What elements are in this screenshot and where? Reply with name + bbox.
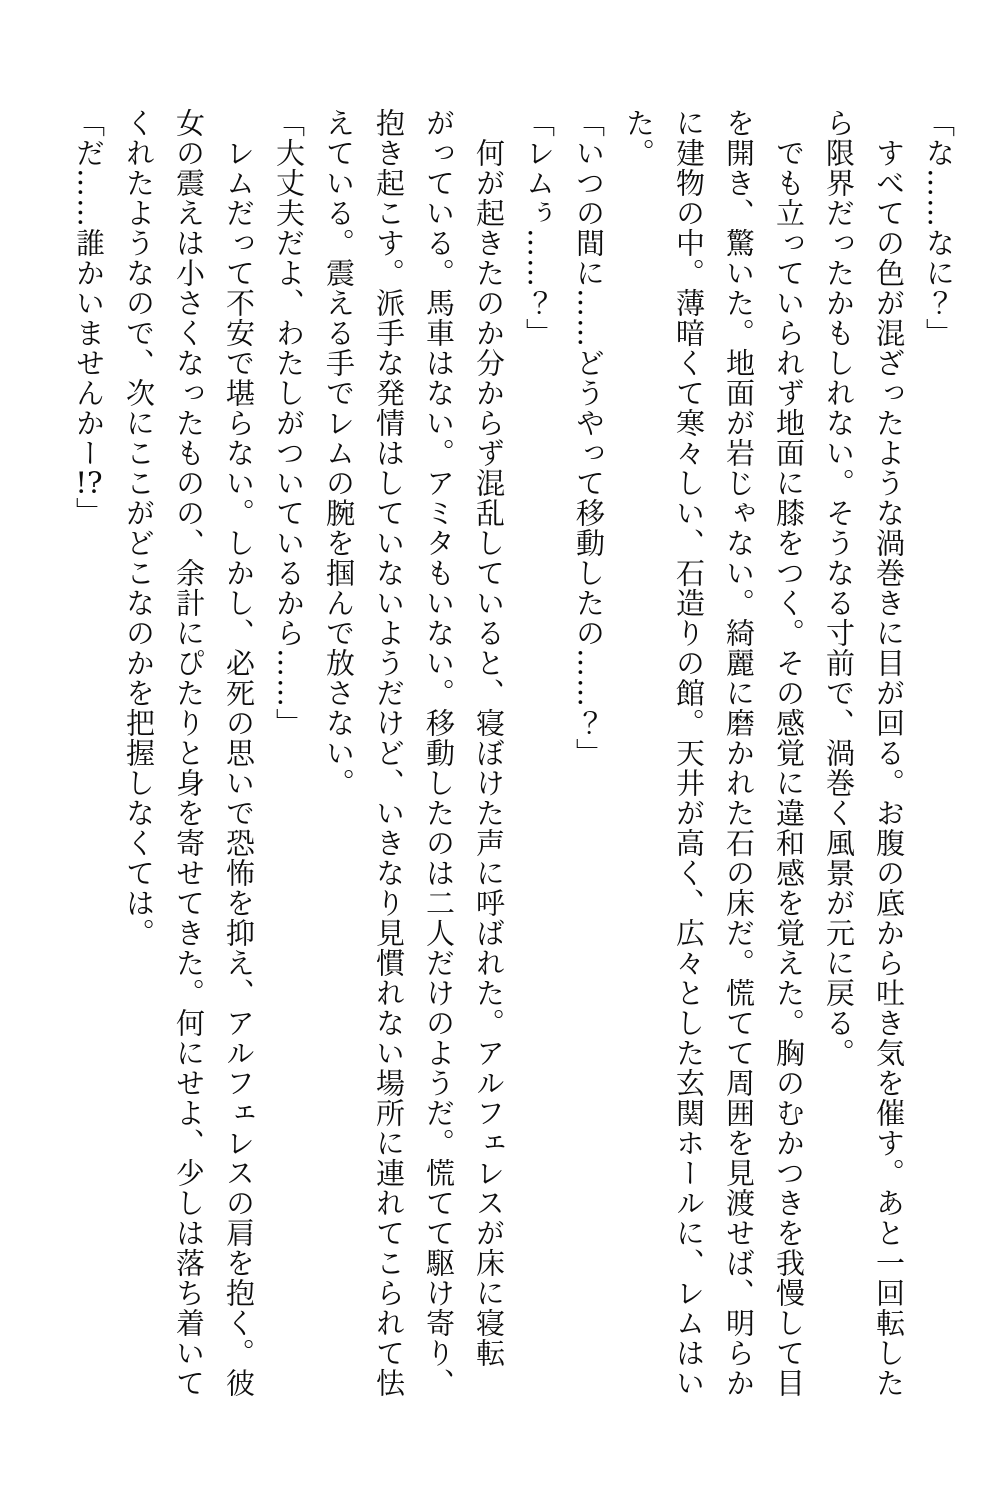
narration-paragraph-1: すべての色が混ざったような渦巻きに目が回る。お腹の底から吐き気を催す。あと一回転したら限界だったかもしれない。そうなる寸前で、渦巻く風景が元に戻る。 bbox=[822, 108, 906, 1398]
narration-paragraph-4: レムだって不安で堪らない。しかし、必死の思いで恐怖を抑え、アルフェレスの肩を抱く。彼女の震えは小さくなったものの、余計にぴたりと身を寄せてきた。何にせよ、少しは落ち着いてくれたようなので、次にここがどこなのかを把握しなくては。 bbox=[122, 108, 256, 1398]
dialogue-line-4: 「大丈夫だよ、わたしがついているから……」 bbox=[272, 108, 306, 738]
narration-paragraph-3: 何が起きたのか分からず混乱していると、寝ぼけた声に呼ばれた。アルフェレスが床に寝転がっている。馬車はない。アミタもいない。移動したのは二人だけのようだ。慌てて駆け寄り、抱き起こす。派手な発情はしていないようだけど、いきなり見慣れない場所に連れてこられて怯えている。震える手でレムの腕を掴んで放さない。 bbox=[322, 108, 506, 1398]
dialogue-line-2: 「いつの間に……どうやって移動したの……？」 bbox=[572, 108, 606, 768]
vertical-text-block bbox=[60, 108, 964, 1403]
exclamation-question-mark: !? bbox=[75, 468, 103, 497]
dialogue-line-1: 「な……なに？」 bbox=[922, 108, 956, 348]
dialogue-line-5-post: 」 bbox=[72, 497, 106, 527]
dialogue-line-5-pre: 「だ……誰かいませんかー bbox=[72, 108, 106, 468]
dialogue-line-3: 「レムぅ……？」 bbox=[522, 108, 556, 348]
dialogue-line-5 bbox=[64, 108, 114, 1403]
narration-paragraph-2: でも立っていられず地面に膝をつく。その感覚に違和感を覚えた。胸のむかつきを我慢して目を開き、驚いた。地面が岩じゃない。綺麗に磨かれた石の床だ。慌てて周囲を見渡せば、明らかに建物の中。薄暗くて寒々しい、石造りの館。天井が高く、広々とした玄関ホールに、レムはいた。 bbox=[622, 108, 806, 1398]
